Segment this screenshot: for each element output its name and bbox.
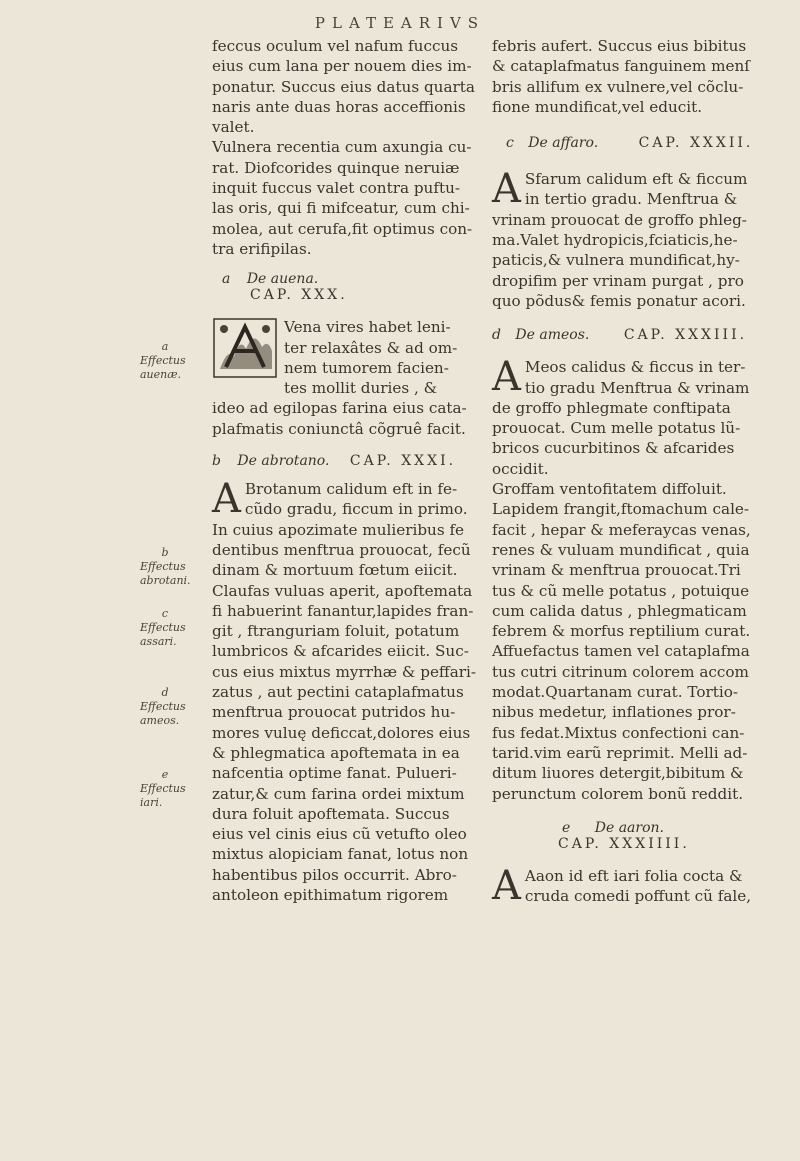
margin-note-letter: b [161,546,169,559]
margin-note-letter: d [161,686,169,699]
text-line: ma.Valet hydropicis,fciaticis,he- [492,231,738,250]
text-line: git , ftranguriam foluit, potatum [212,622,460,641]
text-line: habentibus pilos occurrit. Abro- [212,865,457,884]
paragraph [492,862,784,909]
text-line: dropifim per vrinam purgat , pro [492,271,744,290]
chapter-heading [212,271,478,287]
paragraph [492,479,784,804]
heading-letter: c [506,135,514,152]
text-line: Vena vires habet leni- [284,318,451,337]
margin-note-letter: e [161,768,169,781]
text-line: nafcentia optime fanat. Pulueri- [212,764,457,783]
heading-title: De affaro. [528,135,599,152]
text-line: nibus medetur, inflationes pror- [492,703,736,722]
heading-letter: d [492,327,501,344]
paragraph [492,166,784,311]
text-line: las oris, qui fi mifceatur, cum chi- [212,199,470,218]
text-line: & cataplafmatus fanguinem menſ [492,57,750,76]
text-line: lumbricos & afcarides eiicit. Suc- [212,642,469,661]
right-column [492,36,784,909]
paragraph [492,36,784,117]
text-line: bris allifum ex vulnere,vel cõclu- [492,77,744,96]
text-line: ditum liuores detergit,bibitum & [492,764,744,783]
heading-title: De abrotano. [237,453,330,470]
text-line: perunctum colorem bonũ reddit. [492,784,744,803]
heading-letter: a [222,271,231,288]
margin-note-assarum [140,607,205,649]
heading-letter: b [212,453,221,470]
text-line: dentibus menftrua prouocat, fecũ [212,540,471,559]
text-line: cus eius mixtus myrrhæ & peffari- [212,662,477,681]
text-line: tra erifipilas. [212,239,312,258]
drop-initial: A [492,166,521,213]
left-column [212,36,478,905]
text-line: fione mundificat,vel educit. [492,97,703,116]
text-line: naris ante duas horas acceffionis [212,97,466,116]
paragraph [492,354,784,479]
margin-note-label: Effectus auenæ. [140,354,186,381]
text-line: Aaon id eft iari folia cocta & [524,866,743,885]
text-line: feccus oculum vel nafum fuccus [212,37,459,55]
text-line: vrinam prouocat de groffo phleg- [492,210,747,229]
margin-note-abrotanum [140,546,205,588]
text-line: in tertio gradu. Menftrua & [524,190,738,209]
ornamental-initial-icon [212,317,278,379]
margin-note-label: Effectus assari. [140,621,186,648]
text-line: valet. [212,118,255,137]
text-line: modat.Quartanam curat. Tortio- [492,683,738,702]
text-line: occidit. [492,459,549,478]
drop-initial: A [492,862,521,909]
chapter-number: CAP. XXX. [250,287,348,304]
paragraph [212,476,478,905]
paragraph [212,36,478,137]
text-line: nem tumorem facien- [284,358,449,377]
drop-initial: A [492,354,521,401]
heading-letter: e [562,819,571,836]
heading-title: De ameos. [515,327,590,344]
text-line: prouocat. Cum melle potatus lũ- [492,419,741,438]
text-line: zatur,& cum farina ordei mixtum [212,784,465,803]
text-line: mixtus alopiciam fanat, lotus non [212,845,469,864]
margin-note-label: Effectus ameos. [140,700,186,727]
chapter-heading [492,135,784,151]
text-line: ter relaxâtes & ad om- [284,338,458,357]
text-line: Claufas vuluas aperit, apoftemata [212,581,473,600]
text-line: eius cum lana per nouem dies im- [212,57,472,76]
text-line: cũdo gradu, ficcum in primo. [244,500,468,519]
text-line: Groffam ventofitatem diffoluit. [492,480,727,499]
text-line: fi habuerint fanantur,lapides fran- [212,601,474,620]
text-line: tarid.vim earũ reprimit. Melli ad- [492,743,748,762]
text-line: Lapidem frangit,ftomachum cale- [492,500,750,519]
text-line: fus fedat.Mixtus confectioni can- [492,723,745,742]
chapter-number: CAP. XXXIIII. [558,835,690,852]
text-line: paticis,& vulnera mundificat,hy- [492,251,740,270]
text-line: Sfarum calidum eft & ficcum [524,170,748,189]
text-line: menftrua prouocat putridos hu- [212,703,456,722]
paragraph [212,137,478,259]
running-title: PLATEARIVS [314,14,486,32]
text-line: Brotanum calidum eft in fe- [244,480,458,499]
text-line: plafmatis coniunctâ cõgruê facit. [212,419,466,438]
heading-title: De aaron. [594,819,664,836]
margin-note-ameos [140,686,205,728]
margin-note-label: Effectus abrotani. [140,560,191,587]
text-line: bricos cucurbitinos & afcarides [492,439,735,458]
margin-note-iari [140,768,205,810]
text-line: febris aufert. Succus eius bibitus [492,37,747,55]
chapter-heading [492,820,784,836]
text-line: dinam & mortuum fœtum eiicit. [212,561,458,580]
text-line: quo põdus& femis ponatur acori. [492,291,746,310]
chapter-number: CAP. XXXI. [349,453,457,470]
text-line: eius vel cinis eius cũ vetufto oleo [212,825,467,844]
text-line: cum calida datus , phlegmaticam [492,601,747,620]
text-line: Affuefactus tamen vel cataplafma [492,642,750,661]
margin-note-label: Effectus iari. [140,782,186,809]
text-line: tus cutri citrinum colorem accom [492,662,749,681]
text-line: mores vuluę deficcat,dolores eius [212,723,471,742]
text-line: cruda comedi poffunt cũ fale, [524,887,752,906]
text-line: In cuius apozimate mulieribus fe [212,520,465,539]
text-line: molea, aut cerufa,fit optimus con- [212,219,473,238]
text-line: dura foluit apoftemata. Succus [212,804,450,823]
text-line: Meos calidus & ficcus in ter- [524,358,746,377]
chapter-number: CAP. XXXII. [638,135,754,152]
text-line: & phlegmatica apoftemata in ea [212,743,460,762]
text-line: facit , hepar & meferaycas venas, [492,520,751,539]
chapter-heading [492,327,784,343]
text-line: febrem & morfus reptilium curat. [492,622,751,641]
margin-note-letter: a [161,340,169,353]
margin-note-auena [140,340,205,382]
text-line: vrinam & menftrua prouocat.Tri [492,561,741,580]
heading-title: De auena. [246,271,319,288]
margin-note-letter: c [161,607,169,620]
text-line: zatus , aut pectini cataplafmatus [212,683,464,702]
text-line: inquit fuccus valet contra puftu- [212,179,460,198]
text-line: tus & cũ melle potatus , potuique [492,581,750,600]
drop-initial: A [212,476,241,523]
text-line: renes & vuluam mundificat , quia [492,540,750,559]
chapter-heading [212,453,478,469]
text-line: ideo ad egilopas farina eius cata- [212,399,467,418]
text-line: de groffo phlegmate conftipata [492,398,731,417]
text-line: tio gradu Menftrua & vrinam [524,378,750,397]
text-line: antoleon epithimatum rigorem [212,885,449,904]
text-line: ponatur. Succus eius datus quarta [212,77,475,96]
text-line: Vulnera recentia cum axungia cu- [212,138,472,157]
text-line: rat. Diofcorides quinque neruiæ [212,158,460,177]
paragraph [212,317,478,439]
chapter-number: CAP. XXXIII. [623,327,748,344]
text-line: tes mollit duries , & [284,379,438,398]
